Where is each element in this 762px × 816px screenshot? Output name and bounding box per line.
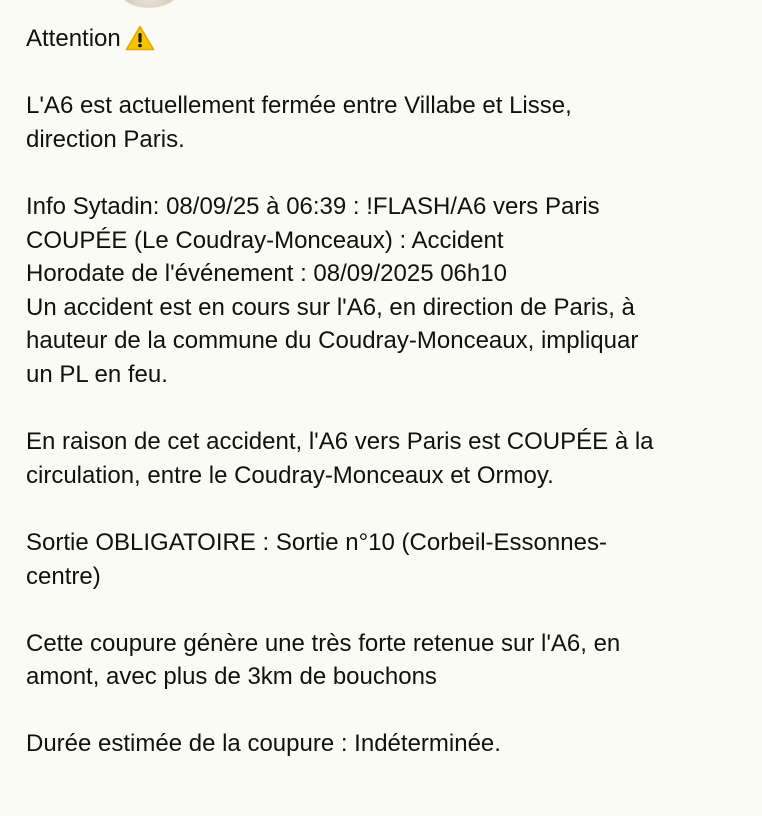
- message-line: Sortie OBLIGATOIRE : Sortie n°10 (Corbeil-Essonnes-: [26, 528, 607, 556]
- message-line: amont, avec plus de 3km de bouchons: [26, 663, 437, 691]
- warning-icon: [125, 25, 155, 49]
- message-line: Info Sytadin: 08/09/25 à 06:39 : !FLASH/A6 vers Paris: [26, 192, 600, 220]
- message-line: Un accident est en cours sur l'A6, en direction de Paris, à: [26, 293, 635, 321]
- message-line: hauteur de la commune du Coudray-Monceaux, impliquar: [26, 327, 639, 355]
- message-line: Horodate de l'événement : 08/09/2025 06h10: [26, 260, 507, 288]
- message-line: COUPÉE (Le Coudray-Monceaux) : Accident: [26, 226, 504, 254]
- paragraph-gap: [26, 593, 762, 627]
- paragraph-gap: [26, 694, 762, 728]
- message-line: L'A6 est actuellement fermée entre Villabe et Lisse,: [26, 92, 572, 120]
- message-body: [26, 22, 762, 761]
- paragraph-gap: [26, 156, 762, 190]
- paragraph-gap: [26, 392, 762, 426]
- paragraph-gap: [26, 492, 762, 526]
- avatar[interactable]: [120, 0, 178, 8]
- message-line: En raison de cet accident, l'A6 vers Paris est COUPÉE à la: [26, 428, 654, 456]
- paragraph-gap: [26, 56, 762, 90]
- message-greeting: Attention: [26, 25, 121, 52]
- message-line: Cette coupure génère une très forte retenue sur l'A6, en: [26, 629, 621, 657]
- message-line: direction Paris.: [26, 125, 185, 153]
- message-line: centre): [26, 562, 101, 590]
- message-line: circulation, entre le Coudray-Monceaux et Ormoy.: [26, 461, 554, 489]
- message-greeting-line: [26, 22, 762, 56]
- message-line: un PL en feu.: [26, 360, 168, 388]
- message-line: Durée estimée de la coupure : Indéterminée.: [26, 730, 501, 758]
